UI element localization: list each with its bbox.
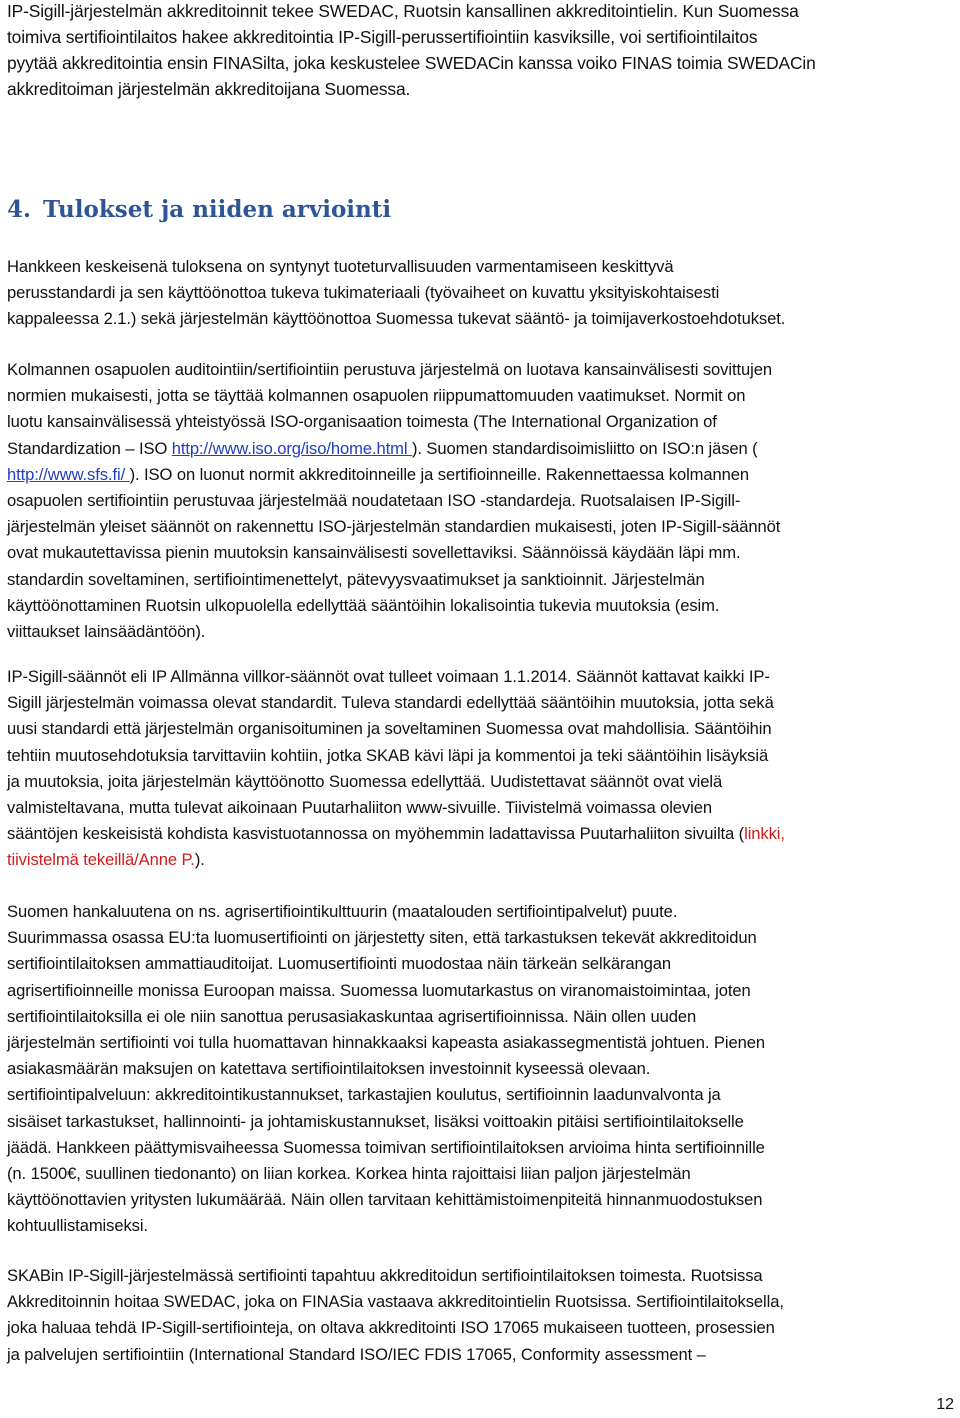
page-number: 12 (936, 1396, 954, 1413)
text-line: Kolmannen osapuolen auditointiin/sertifiointiin perustuva järjestelmä on luotava kansainvälisesti sovittujen (7, 360, 772, 379)
text-line: normien mukaisesti, jotta se täyttää kolmannen osapuolen riippumattomuuden vaatimukset. Normit on (7, 386, 746, 406)
section-title: Tulokset ja niiden arviointi (43, 196, 392, 223)
text-line: valmisteltavana, mutta tulevat aikoinaan Puutarhaliiton www-sivuille. Tiivistelmä voimassa olevien (7, 798, 712, 818)
text-segment: ). Suomen standardisoimisliitto on ISO:n jäsen ( (411, 438, 758, 458)
text-line (7, 436, 957, 462)
text-line: Suurimmassa osassa EU:ta luomusertifiointi on järjestetty siten, että tarkastuksen tekevät akkreditoidun (7, 928, 757, 948)
red-note: tiivistelmä tekeillä/Anne P. (7, 850, 195, 870)
text-line: asiakasmäärän maksujen on katettava sertifiointilaitoksen investoinnit kyseessä olevaan. (7, 1059, 651, 1079)
text-segment: ). (194, 850, 205, 870)
text-line: tehtiin muutosehdotuksia tarvittaviin kohtiin, jotka SKAB kävi läpi ja kommentoi ja teki sääntöihin lisäyksiä (7, 745, 769, 765)
text-line: jäädä. Hankkeen päättymisvaiheessa Suomessa toimivan sertifiointilaitoksen arvioima hinta sertifioinnille (7, 1137, 765, 1157)
text-line: IP-Sigill-säännöt eli IP Allmänna villkor-säännöt ovat tulleet voimaan 1.1.2014. Säännöt kattavat kaikki IP- (7, 667, 770, 686)
text-line: ja muutoksia, joita järjestelmän käyttöönotto Suomessa edellyttää. Uudistettavat säännöt ovat vielä (7, 771, 723, 791)
section-heading (7, 196, 391, 223)
text-line: sisäiset tarkastukset, hallinnointi- ja johtamiskustannukset, lisäksi voittoakin pitäisi sertifiointilaitokselle (7, 1111, 744, 1131)
text-line: akkreditoiman järjestelmän akkreditoijana Suomessa. (7, 79, 411, 99)
text-line (7, 462, 957, 488)
text-segment: sääntöjen keskeisistä kohdista kasvistuotannossa on myöhemmin ladattavissa Puutarhaliiton sivuilta ( (7, 824, 745, 844)
text-line (7, 847, 957, 873)
text-line: osapuolen sertifiointiin perustuvaa järjestelmää noudatetaan ISO -standardeja. Ruotsalaisen IP-Sigill- (7, 491, 741, 511)
text-line: luotu kansainvälisessä yhteistyössä ISO-organisaation toimesta (The International Organization of (7, 412, 717, 432)
text-line: käyttöönottavien yritysten lukumäärää. Näin ollen tarvitaan kehittämistoimenpiteitä hinnanmuodostuksen (7, 1190, 763, 1210)
paragraph-iso (7, 357, 957, 645)
text-line: standardin soveltaminen, sertifiointimenettelyt, pätevyysvaatimukset ja sanktioinnit. Järjestelmän (7, 569, 705, 589)
text-line: kohtuullistamiseksi. (7, 1216, 148, 1236)
text-line: Suomen hankaluutena on ns. agrisertifiointikulttuurin (maatalouden sertifiointipalvelut) puute. (7, 902, 678, 921)
paragraph-accreditation (7, 1263, 957, 1368)
text-line: joka haluaa tehdä IP-Sigill-sertifiointeja, on oltava akkreditointi ISO 17065 mukaiseen tuotteen, prosessien (7, 1318, 775, 1338)
text-line: käyttöönottaminen Ruotsin ulkopuolella edellyttää sääntöihin lokalisointia tukevia muutoksia (esim. (7, 595, 720, 615)
text-segment: Standardization – ISO (7, 438, 172, 458)
paragraph-challenges (7, 899, 957, 1240)
text-line: sertifiointilaitoksen ammattiauditoijat. Luomusertifiointi muodostaa näin tärkeän selkärangan (7, 954, 672, 974)
text-line: sertifiointilaitoksilla ei ole niin sanottua perusasiakaskuntaa agrisertifioinnissa. Näin ollen uuden (7, 1006, 697, 1026)
text-line: Sigill järjestelmän voimassa olevat standardit. Tuleva standardi edellyttää sääntöihin muutoksia, jotta sekä (7, 693, 774, 713)
iso-link[interactable]: http://www.iso.org/iso/home.html (171, 438, 412, 458)
text-line: kappaleessa 2.1.) sekä järjestelmän käyttöönottoa Suomessa tukevat sääntö- ja toimijaverkostoehdotukset. (7, 309, 786, 329)
intro-paragraph (7, 0, 952, 102)
text-line: toimiva sertifiointilaitos hakee akkreditointia IP-Sigill-perussertifiointiin kasviksille, voi sertifiointilaitos (7, 27, 758, 47)
paragraph-rules (7, 664, 957, 874)
text-line: Akkreditoinnin hoitaa SWEDAC, joka on FINASia vastaava akkreditointielin Ruotsissa. Sertifiointilaitoksella, (7, 1292, 784, 1312)
text-line: agrisertifioinneille monissa Euroopan maissa. Suomessa luomutarkastus on viranomaistoimintaa, joten (7, 980, 751, 1000)
text-line: järjestelmän yleiset säännöt on rakennettu ISO-järjestelmän standardien mukaisesti, joten IP-Sigill-säännöt (7, 517, 781, 537)
text-line: järjestelmän sertifiointi voi tulla huomattavan hinnakkaaksi kapeasta asiakassegmentistä johtuen. Pienen (7, 1033, 765, 1053)
sfs-link[interactable]: http://www.sfs.fi/ (7, 464, 130, 484)
text-line: (n. 1500€, suullinen tiedonanto) on liian korkea. Korkea hinta rajoittaisi liian paljon järjestelmän (7, 1164, 691, 1184)
text-line: ja palvelujen sertifiointiin (International Standard ISO/IEC FDIS 17065, Conformity assessment – (7, 1344, 706, 1364)
text-line: IP-Sigill-järjestelmän akkreditoinnit tekee SWEDAC, Ruotsin kansallinen akkreditointielin. Kun Suomessa (7, 1, 799, 21)
text-line: perusstandardi ja sen käyttöönottoa tukeva tukimateriaali (työvaiheet on kuvattu yksityiskohtaisesti (7, 283, 720, 303)
red-note: linkki, (744, 824, 785, 844)
text-segment: ). ISO on luonut normit akkreditoinneille ja sertifioinneille. Rakennettaessa kolmannen (129, 464, 750, 484)
text-line: pyytää akkreditointia ensin FINASilta, joka keskustelee SWEDACin kanssa voiko FINAS toimia SWEDACin (7, 53, 816, 73)
text-line: sertifiointipalveluun: akkreditointikustannukset, tarkastajien koulutus, sertifioinnin laadunvalvonta ja (7, 1085, 721, 1105)
text-line: SKABin IP-Sigill-järjestelmässä sertifiointi tapahtuu akkreditoidun sertifiointilaitoksen toimesta. Ruotsissa (7, 1266, 763, 1285)
text-line: viittaukset lainsäädäntöön). (7, 622, 206, 642)
text-line (7, 821, 957, 847)
text-line: ovat mukautettavissa pienin muutoksin kansainvälisesti sovellettaviksi. Säännöissä käydään läpi mm. (7, 543, 741, 563)
paragraph-results (7, 254, 957, 333)
text-line: uusi standardi että järjestelmän organisoituminen ja soveltaminen Suomessa ovat mahdollisia. Sääntöihin (7, 719, 772, 739)
section-number: 4. (7, 196, 32, 223)
text-line: Hankkeen keskeisenä tuloksena on syntynyt tuoteturvallisuuden varmentamiseen keskittyvä (7, 257, 674, 276)
